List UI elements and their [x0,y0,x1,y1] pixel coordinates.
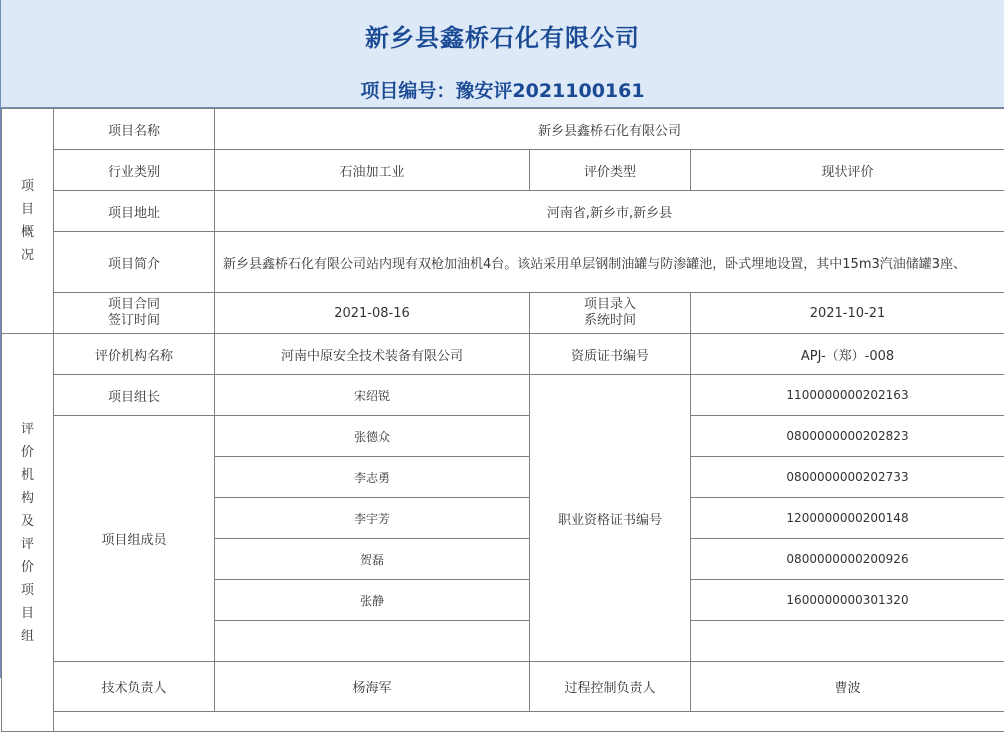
member-cert: 0800000000202733 [691,457,1004,498]
project-name-value: 新乡县鑫桥石化有限公司 [215,109,1004,150]
cert-value: APJ-（郑）-008 [691,334,1004,375]
member-cert-empty [691,621,1004,662]
table-row [2,191,1004,232]
eval-type-value: 现状评价 [691,150,1004,191]
member-name: 贺磊 [215,539,530,580]
table-row [2,662,1004,712]
member-cert: 1200000000200148 [691,498,1004,539]
member-cert: 0800000000202823 [691,416,1004,457]
report-header [1,0,1004,108]
org-side-label: 评 价 机 构 及 评 价 项 目 组 [2,334,54,732]
intro-value: 新乡县鑫桥石化有限公司站内现有双枪加油机4台。该站采用单层钢制油罐与防渗罐池，卧式埋地设置，其中15m3汽油储罐3座、 [215,232,1004,293]
eval-type-label: 评价类型 [530,150,691,191]
overview-side-label: 项 目 概 况 [2,109,54,334]
entry-date-value: 2021-10-21 [691,293,1004,334]
process-lead-value: 曹波 [691,662,1004,712]
company-title: 新乡县鑫桥石化有限公司 [1,18,1004,53]
tech-lead-value: 杨海军 [215,662,530,712]
table-row [2,375,1004,416]
entry-date-label: 项目录入 系统时间 [530,293,691,334]
member-cert: 0800000000200926 [691,539,1004,580]
member-cert: 1600000000301320 [691,580,1004,621]
tech-lead-label: 技术负责人 [54,662,215,712]
table-row [2,416,1004,457]
table-row [2,150,1004,191]
member-name-empty [215,621,530,662]
member-name: 张德众 [215,416,530,457]
member-name: 李宇芳 [215,498,530,539]
industry-label: 行业类别 [54,150,215,191]
leader-cert: 1100000000202163 [691,375,1004,416]
cert-label: 资质证书编号 [530,334,691,375]
member-name: 李志勇 [215,457,530,498]
table-row [2,712,1004,732]
leader-name: 宋绍锐 [215,375,530,416]
address-value: 河南省,新乡市,新乡县 [215,191,1004,232]
project-number: 项目编号：豫安评2021100161 [1,76,1004,103]
intro-label: 项目简介 [54,232,215,293]
contract-date-value: 2021-08-16 [215,293,530,334]
member-name: 张静 [215,580,530,621]
contract-date-label: 项目合同 签订时间 [54,293,215,334]
process-lead-label: 过程控制负责人 [530,662,691,712]
industry-value: 石油加工业 [215,150,530,191]
org-name-value: 河南中原安全技术装备有限公司 [215,334,530,375]
leader-label: 项目组长 [54,375,215,416]
qualification-label: 职业资格证书编号 [530,375,691,662]
project-info-table [1,108,1004,732]
table-row [2,334,1004,375]
table-row [2,109,1004,150]
members-label: 项目组成员 [54,416,215,662]
address-label: 项目地址 [54,191,215,232]
table-footer-row [54,712,1004,732]
table-row [2,293,1004,334]
project-name-label: 项目名称 [54,109,215,150]
org-name-label: 评价机构名称 [54,334,215,375]
table-row [2,232,1004,293]
